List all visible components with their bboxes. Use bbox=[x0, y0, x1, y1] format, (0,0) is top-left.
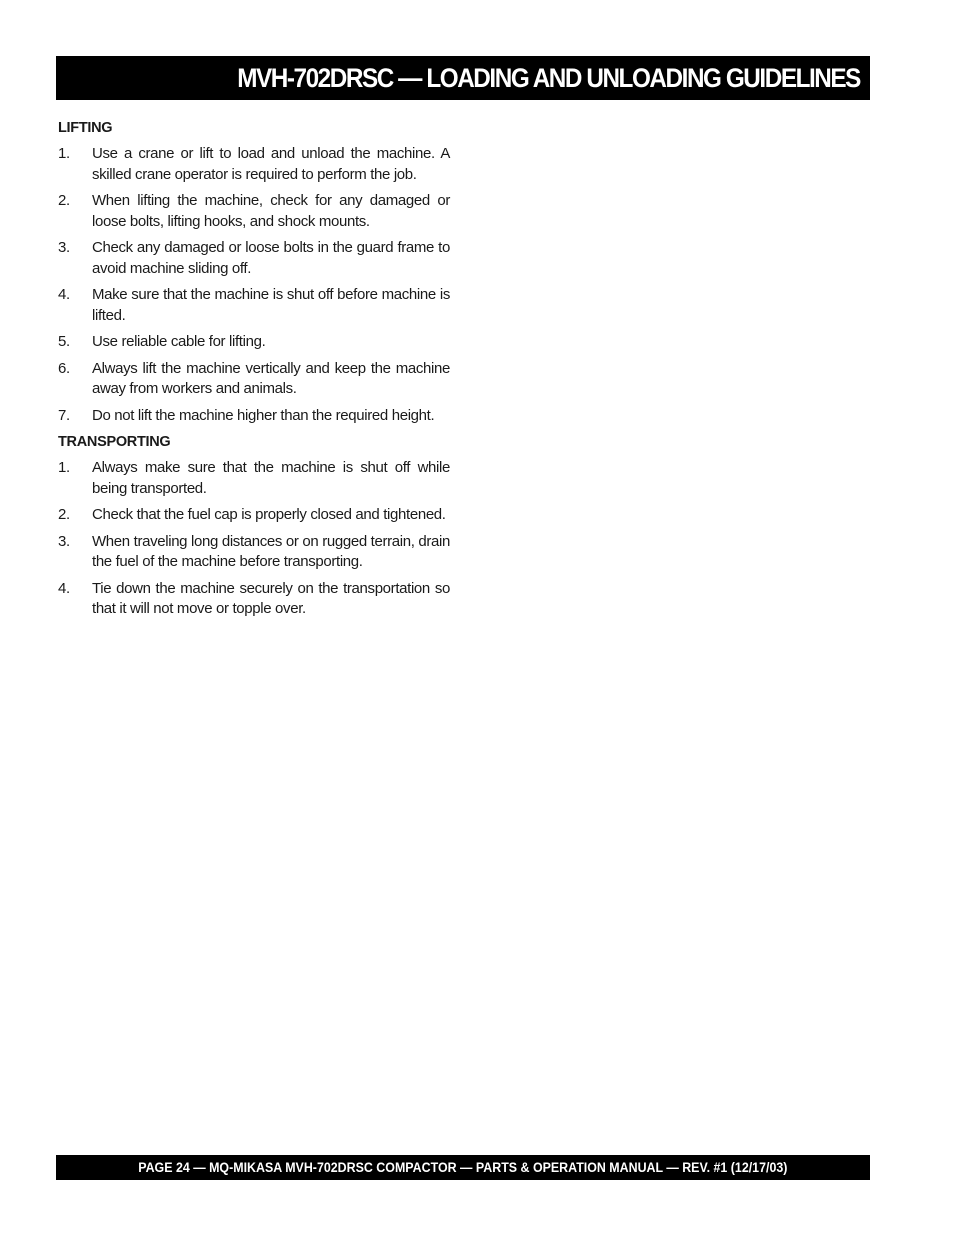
transporting-list bbox=[58, 458, 450, 620]
list-item-text: Check any damaged or loose bolts in the guard frame to avoid machine sliding off. bbox=[92, 239, 450, 277]
list-item-text: Use a crane or lift to load and unload the machine. A skilled crane operator is required to perform the job. bbox=[92, 145, 450, 183]
list-item-text: Make sure that the machine is shut off before machine is lifted. bbox=[92, 286, 450, 324]
section-heading-lifting: LIFTING bbox=[58, 120, 113, 136]
list-item-number: 7. bbox=[58, 406, 70, 424]
list-item-number: 4. bbox=[58, 579, 70, 597]
list-item-number: 1. bbox=[58, 459, 70, 476]
list-item bbox=[58, 191, 450, 232]
lifting-list bbox=[58, 144, 450, 426]
list-item bbox=[58, 144, 450, 185]
list-item-number: 5. bbox=[58, 333, 70, 350]
list-item-number: 1. bbox=[58, 145, 70, 162]
list-item bbox=[58, 458, 450, 499]
section-heading-transporting: TRANSPORTING bbox=[58, 434, 171, 450]
list-item bbox=[58, 359, 450, 400]
list-item bbox=[58, 532, 450, 573]
list-item-number: 6. bbox=[58, 359, 70, 377]
list-item-text: Use reliable cable for lifting. bbox=[92, 333, 266, 350]
list-item-number: 2. bbox=[58, 192, 70, 209]
list-item bbox=[58, 285, 450, 326]
list-item-text: Tie down the machine securely on the transportation so that it will not move or topple over. bbox=[92, 579, 450, 617]
list-item-text: Always lift the machine vertically and keep the machine away from workers and animals. bbox=[92, 359, 450, 397]
page-footer: PAGE 24 — MQ-MIKASA MVH-702DRSC COMPACTOR — PARTS & OPERATION MANUAL — REV. #1 (12/17/03) bbox=[138, 1160, 788, 1175]
list-item bbox=[58, 505, 450, 526]
main-content bbox=[58, 118, 450, 624]
list-item-text: When lifting the machine, check for any damaged or loose bolts, lifting hooks, and shock mounts. bbox=[92, 192, 450, 230]
list-item-text: When traveling long distances or on rugged terrain, drain the fuel of the machine before transporting. bbox=[92, 532, 450, 570]
list-item-text: Always make sure that the machine is shut off while being transported. bbox=[92, 459, 450, 497]
page-title: MVH-702DRSC — LOADING AND UNLOADING GUIDELINES bbox=[237, 62, 860, 93]
list-item-number: 2. bbox=[58, 506, 70, 523]
list-item-number: 3. bbox=[58, 239, 70, 256]
page-title-bar bbox=[56, 56, 870, 100]
page-footer-bar bbox=[56, 1155, 870, 1180]
list-item bbox=[58, 332, 450, 353]
list-item-number: 3. bbox=[58, 532, 70, 550]
list-item bbox=[58, 579, 450, 620]
list-item-number: 4. bbox=[58, 286, 70, 303]
list-item-text: Check that the fuel cap is properly closed and tightened. bbox=[92, 506, 446, 523]
list-item bbox=[58, 406, 450, 427]
list-item bbox=[58, 238, 450, 279]
list-item-text: Do not lift the machine higher than the required height. bbox=[92, 406, 435, 424]
